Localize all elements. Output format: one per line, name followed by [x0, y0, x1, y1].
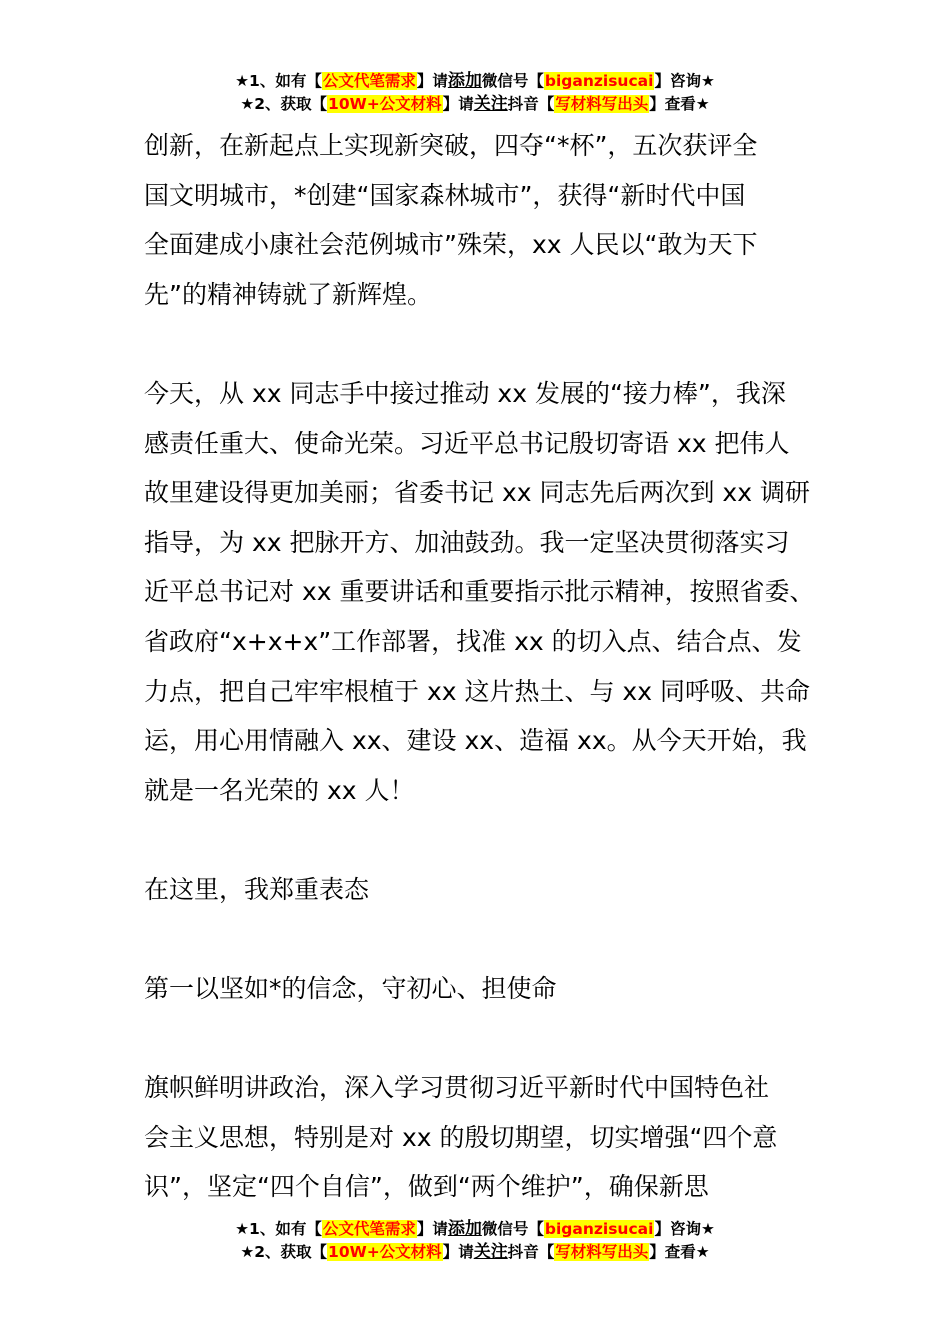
highlight-douyin: 写材料写出头 — [555, 95, 649, 113]
footer-banner — [0, 1218, 950, 1264]
highlight-douyin: 写材料写出头 — [555, 1243, 649, 1261]
highlight-service: 公文代笔需求 — [322, 72, 416, 90]
banner-line-2: ★2、获取【10W+公文材料】请关注抖音【写材料写出头】查看★ — [240, 94, 710, 114]
paragraph-5: 旗帜鲜明讲政治，深入学习贯彻习近平新时代中国特色社 会主义思想，特别是对 xx 的殷切期望，切实增强“四个意 识”，坚定“四个自信”，做到“两个维护”，确保新思 — [144, 1073, 778, 1202]
section-heading-1: 第一以坚如*的信念，守初心、担使命 — [144, 974, 557, 1004]
highlight-materials: 10W+公文材料 — [328, 1243, 442, 1261]
paragraph-3: 在这里，我郑重表态 — [144, 874, 370, 904]
header-banner — [0, 70, 950, 116]
banner-line-2: ★2、获取【10W+公文材料】请关注抖音【写材料写出头】查看★ — [240, 1242, 710, 1262]
paragraph-1: 创新，在新起点上实现新突破，四夺“*杯”，五次获评全 国文明城市，*创建“国家森林城市”，获得“新时代中国 全面建成小康社会范例城市”殊荣，xx 人民以“敢为天下 先”的精神铸就了新辉煌。 — [144, 131, 758, 309]
highlight-service: 公文代笔需求 — [322, 1220, 416, 1238]
highlight-materials: 10W+公文材料 — [328, 95, 442, 113]
paragraph-2: 今天，从 xx 同志手中接过推动 xx 发展的“接力棒”，我深 感责任重大、使命光荣。习近平总书记殷切寄语 xx 把伟人 故里建设得更加美丽；省委书记 xx 同志先后两次到 xx 调研 指导，为 xx 把脉开方、加油鼓劲。我一定坚决贯彻落实习 近平总书记对 xx 重要讲话和重要指示批示精神，按照省委、 省政府“x+x+x”工作部署，找准 xx 的切入点、结合点、发 力点，把自己牢牢根植于 xx 这片热土、与 xx 同呼吸、共命 运，用心用情融入 xx、建设 xx、造福 xx。从今天开始，我 就是一名光荣的 xx 人！ — [144, 378, 815, 805]
banner-line-1: ★1、如有【公文代笔需求】请添加微信号【biganzisucai】咨询★ — [235, 1219, 715, 1239]
highlight-wechat-id: biganzisucai — [544, 1220, 654, 1238]
highlight-wechat-id: biganzisucai — [544, 72, 654, 90]
banner-line-1: ★1、如有【公文代笔需求】请添加微信号【biganzisucai】咨询★ — [235, 71, 715, 91]
document-body — [144, 121, 824, 1212]
